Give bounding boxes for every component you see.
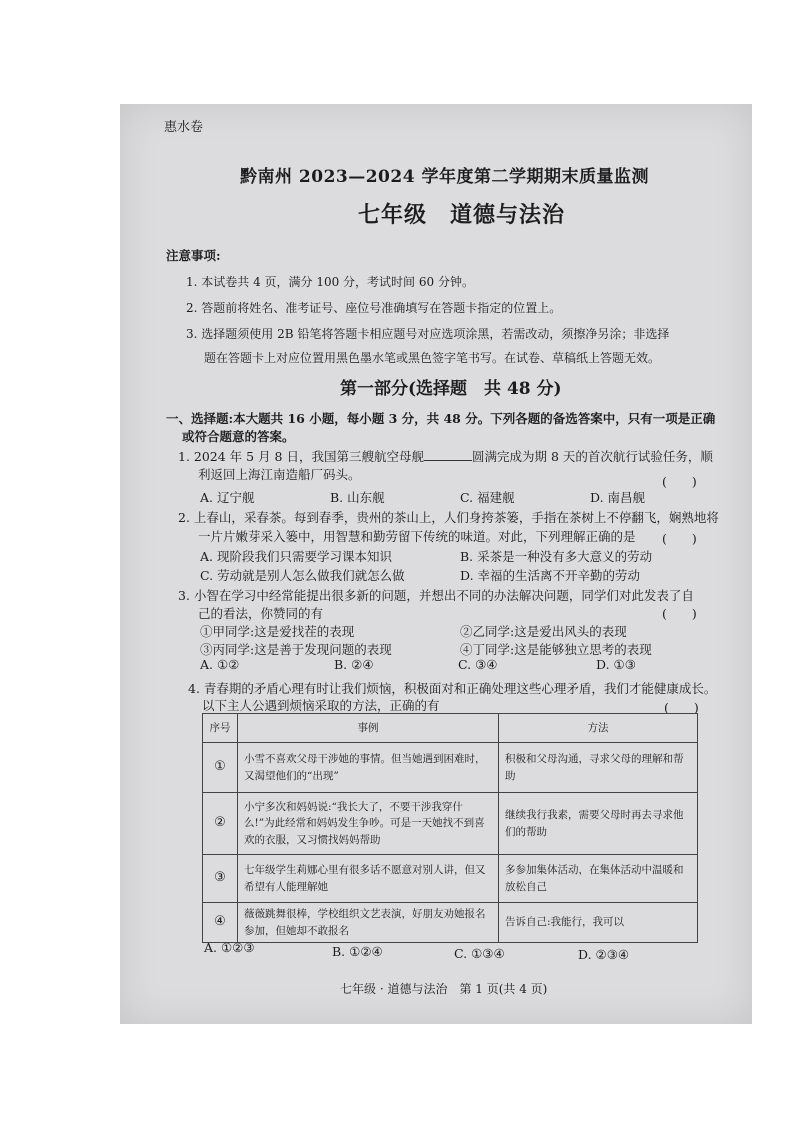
option-c: C. 劳动就是别人怎么做我们就怎么做 — [200, 568, 405, 583]
question-3-stem: 3. 小智在学习中经常能提出很多新的问题，并想出不同的办法解决问题，同学们对此发表了自 — [178, 588, 694, 603]
table-header-row — [203, 714, 698, 743]
option-d: D. ②③④ — [578, 947, 630, 962]
option-a: A. ①② — [200, 657, 240, 672]
case-description: 小雪不喜欢父母干涉她的事情。但当她遇到困难时，又渴望他们的“出现” — [238, 743, 499, 793]
answer-parenthesis: ( ) — [662, 606, 697, 621]
notice-item: 1. 本试卷共 4 页，满分 100 分，考试时间 60 分钟。 — [186, 275, 474, 289]
question-1-text-b: 圆满完成为期 8 天的首次航行试验任务，顺 — [472, 449, 713, 464]
statement-3: ③丙同学:这是善于发现问题的表现 — [200, 642, 392, 657]
section-instruction: 或符合题意的答案。 — [182, 429, 295, 444]
option-d: D. ①③ — [596, 657, 636, 672]
case-description: 小宁多次和妈妈说:“我长大了，不要干涉我穿什么!”为此经常和妈妈发生争吵。可是一天她找不到喜欢的衣服，又习惯找妈妈帮助 — [238, 793, 499, 855]
answer-parenthesis: ( ) — [664, 700, 699, 715]
question-2-stem: 一片片嫩芽采入篓中，用智慧和勤劳留下传统的味道。对此，下列理解正确的是 — [198, 529, 636, 544]
row-number: ④ — [203, 903, 238, 943]
section-instruction: 一、选择题:本大题共 16 小题，每小题 3 分，共 48 分。下列各题的备选答案中，只有一项是正确 — [166, 411, 716, 426]
option-c: C. 福建舰 — [460, 490, 515, 505]
column-header: 序号 — [203, 714, 238, 743]
option-b: B. ①②④ — [332, 944, 383, 959]
option-a: A. ①②③ — [204, 940, 255, 955]
statement-1: ①甲同学:这是爱找茬的表现 — [200, 624, 355, 639]
table-row — [203, 903, 698, 943]
case-method: 告诉自己:我能行，我可以 — [499, 903, 698, 943]
question-3-stem: 己的看法，你赞同的有 — [198, 606, 324, 621]
case-method: 继续我行我素，需要父母时再去寻求他们的帮助 — [499, 793, 698, 855]
column-header: 事例 — [238, 714, 499, 743]
option-b: B. 采茶是一种没有多大意义的劳动 — [460, 549, 653, 564]
question-1-stem: 利返回上海江南造船厂码头。 — [198, 467, 361, 482]
cases-table — [202, 713, 698, 943]
option-a: A. 辽宁舰 — [200, 490, 255, 505]
notice-heading: 注意事项: — [166, 248, 221, 263]
row-number: ① — [203, 743, 238, 793]
region-tag: 惠水卷 — [164, 120, 204, 135]
option-b: B. 山东舰 — [330, 490, 385, 505]
table-row — [203, 743, 698, 793]
answer-parenthesis: ( ) — [662, 531, 697, 546]
question-1-stem — [178, 447, 713, 465]
question-1-text-a: 1. 2024 年 5 月 8 日，我国第三艘航空母舰 — [178, 449, 424, 464]
statement-2: ②乙同学:这是爱出风头的表现 — [460, 624, 627, 639]
option-d: D. 南昌舰 — [590, 490, 646, 505]
exam-page — [120, 104, 752, 1024]
option-c: C. ③④ — [458, 657, 498, 672]
case-method: 多参加集体活动，在集体活动中温暖和放松自己 — [499, 855, 698, 903]
notice-item: 3. 选择题须使用 2B 铅笔将答题卡相应题号对应选项涂黑，若需改动，须擦净另涂；非选择 — [186, 327, 670, 341]
case-method: 积极和父母沟通，寻求父母的理解和帮助 — [499, 743, 698, 793]
question-2-stem: 2. 上春山，采春茶。每到春季，贵州的茶山上，人们身挎茶篓，手指在茶树上不停翻飞，娴熟地将 — [178, 510, 719, 525]
option-b: B. ②④ — [334, 657, 374, 672]
notice-item: 题在答题卡上对应位置用黑色墨水笔或黑色签字笔书写。在试卷、草稿纸上答题无效。 — [204, 351, 661, 365]
statement-4: ④丁同学:这是能够独立思考的表现 — [460, 642, 652, 657]
subject-title: 七年级 道德与法治 — [358, 202, 566, 228]
answer-parenthesis: ( ) — [662, 474, 697, 489]
case-description: 薇薇跳舞很棒，学校组织文艺表演，好朋友劝她报名参加，但她却不敢报名 — [238, 903, 499, 943]
table-row — [203, 793, 698, 855]
case-description: 七年级学生莉娜心里有很多话不愿意对别人讲，但又希望有人能理解她 — [238, 855, 499, 903]
page-footer: 七年级 · 道德与法治 第 1 页(共 4 页) — [340, 982, 548, 996]
column-header: 方法 — [499, 714, 698, 743]
exam-title: 黔南州 2023—2024 学年度第二学期期末质量监测 — [240, 167, 649, 187]
row-number: ② — [203, 793, 238, 855]
answer-blank — [424, 448, 472, 461]
question-4-stem: 以下主人公遇到烦恼采取的方法，正确的有 — [202, 698, 440, 713]
option-d: D. 幸福的生活离不开辛勤的劳动 — [460, 568, 641, 583]
option-a: A. 现阶段我们只需要学习课本知识 — [200, 549, 392, 564]
option-c: C. ①③④ — [454, 946, 505, 961]
table-row — [203, 855, 698, 903]
row-number: ③ — [203, 855, 238, 903]
question-4-stem: 4. 青春期的矛盾心理有时让我们烦恼，积极面对和正确处理这些心理矛盾，我们才能健康成长。 — [188, 681, 717, 696]
notice-item: 2. 答题前将姓名、准考证号、座位号准确填写在答题卡指定的位置上。 — [186, 301, 562, 315]
section-title: 第一部分(选择题 共 48 分) — [340, 379, 562, 399]
